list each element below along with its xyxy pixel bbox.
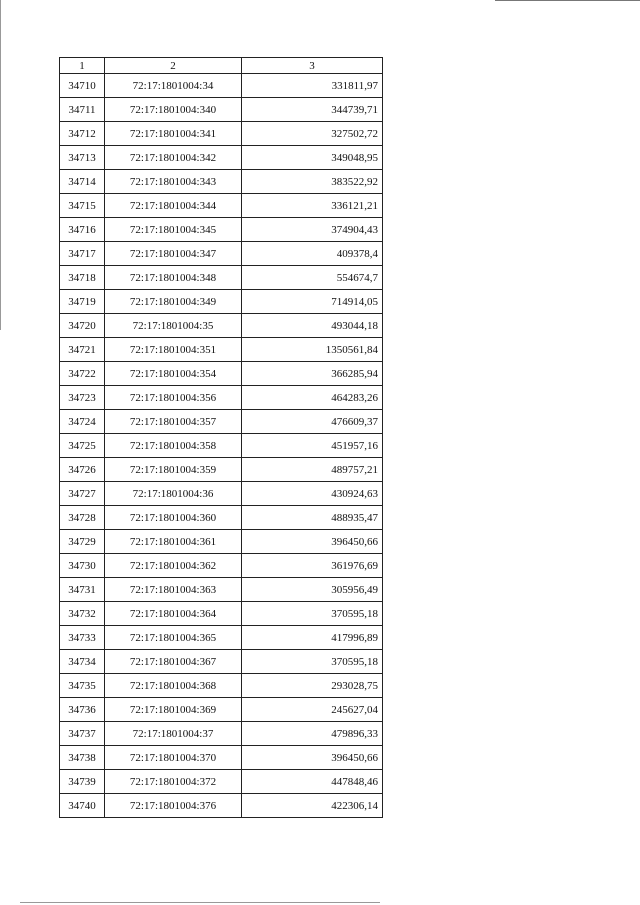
table-row bbox=[60, 242, 383, 266]
cadastral-number-cell: 72:17:1801004:362 bbox=[105, 554, 242, 578]
cadastral-value-cell: 336121,21 bbox=[242, 194, 383, 218]
row-number-cell: 34711 bbox=[60, 98, 105, 122]
row-number-cell: 34723 bbox=[60, 386, 105, 410]
row-number-cell: 34713 bbox=[60, 146, 105, 170]
table-row bbox=[60, 674, 383, 698]
row-number-cell: 34727 bbox=[60, 482, 105, 506]
row-number-cell: 34736 bbox=[60, 698, 105, 722]
row-number-cell: 34733 bbox=[60, 626, 105, 650]
table-row bbox=[60, 698, 383, 722]
cadastral-value-cell: 366285,94 bbox=[242, 362, 383, 386]
cadastral-value-cell: 344739,71 bbox=[242, 98, 383, 122]
table-row bbox=[60, 170, 383, 194]
cadastral-value-cell: 374904,43 bbox=[242, 218, 383, 242]
header-row bbox=[60, 58, 383, 74]
row-number-cell: 34732 bbox=[60, 602, 105, 626]
table-body bbox=[60, 74, 383, 818]
cadastral-value-cell: 331811,97 bbox=[242, 74, 383, 98]
row-number-cell: 34738 bbox=[60, 746, 105, 770]
table-row bbox=[60, 530, 383, 554]
cadastral-number-cell: 72:17:1801004:345 bbox=[105, 218, 242, 242]
table-row bbox=[60, 98, 383, 122]
header-col-1: 1 bbox=[60, 58, 105, 74]
table-row bbox=[60, 314, 383, 338]
cadastral-value-cell: 370595,18 bbox=[242, 602, 383, 626]
row-number-cell: 34717 bbox=[60, 242, 105, 266]
table-row bbox=[60, 602, 383, 626]
cadastral-value-cell: 305956,49 bbox=[242, 578, 383, 602]
row-number-cell: 34734 bbox=[60, 650, 105, 674]
row-number-cell: 34722 bbox=[60, 362, 105, 386]
cadastral-number-cell: 72:17:1801004:369 bbox=[105, 698, 242, 722]
table-row bbox=[60, 146, 383, 170]
scan-edge-top bbox=[495, 0, 640, 1]
table-row bbox=[60, 410, 383, 434]
cadastral-number-cell: 72:17:1801004:364 bbox=[105, 602, 242, 626]
cadastral-number-cell: 72:17:1801004:36 bbox=[105, 482, 242, 506]
cadastral-value-table bbox=[59, 57, 383, 818]
cadastral-number-cell: 72:17:1801004:361 bbox=[105, 530, 242, 554]
cadastral-number-cell: 72:17:1801004:360 bbox=[105, 506, 242, 530]
cadastral-number-cell: 72:17:1801004:367 bbox=[105, 650, 242, 674]
row-number-cell: 34731 bbox=[60, 578, 105, 602]
cadastral-value-cell: 327502,72 bbox=[242, 122, 383, 146]
cadastral-number-cell: 72:17:1801004:348 bbox=[105, 266, 242, 290]
row-number-cell: 34714 bbox=[60, 170, 105, 194]
table-row bbox=[60, 386, 383, 410]
table-row bbox=[60, 746, 383, 770]
cadastral-number-cell: 72:17:1801004:372 bbox=[105, 770, 242, 794]
cadastral-value-cell: 447848,46 bbox=[242, 770, 383, 794]
cadastral-number-cell: 72:17:1801004:34 bbox=[105, 74, 242, 98]
cadastral-number-cell: 72:17:1801004:356 bbox=[105, 386, 242, 410]
table-row bbox=[60, 194, 383, 218]
row-number-cell: 34712 bbox=[60, 122, 105, 146]
header-col-3: 3 bbox=[242, 58, 383, 74]
cadastral-number-cell: 72:17:1801004:354 bbox=[105, 362, 242, 386]
row-number-cell: 34728 bbox=[60, 506, 105, 530]
table-row bbox=[60, 266, 383, 290]
cadastral-number-cell: 72:17:1801004:359 bbox=[105, 458, 242, 482]
cadastral-value-cell: 417996,89 bbox=[242, 626, 383, 650]
cadastral-number-cell: 72:17:1801004:351 bbox=[105, 338, 242, 362]
table-row bbox=[60, 554, 383, 578]
cadastral-number-cell: 72:17:1801004:376 bbox=[105, 794, 242, 818]
table-row bbox=[60, 578, 383, 602]
table-row bbox=[60, 650, 383, 674]
cadastral-number-cell: 72:17:1801004:341 bbox=[105, 122, 242, 146]
cadastral-value-cell: 554674,7 bbox=[242, 266, 383, 290]
row-number-cell: 34739 bbox=[60, 770, 105, 794]
cadastral-value-cell: 493044,18 bbox=[242, 314, 383, 338]
cadastral-value-cell: 714914,05 bbox=[242, 290, 383, 314]
row-number-cell: 34715 bbox=[60, 194, 105, 218]
cadastral-value-cell: 409378,4 bbox=[242, 242, 383, 266]
row-number-cell: 34718 bbox=[60, 266, 105, 290]
table-row bbox=[60, 290, 383, 314]
row-number-cell: 34735 bbox=[60, 674, 105, 698]
scan-edge-left bbox=[0, 0, 1, 330]
row-number-cell: 34740 bbox=[60, 794, 105, 818]
table-row bbox=[60, 482, 383, 506]
row-number-cell: 34716 bbox=[60, 218, 105, 242]
cadastral-value-cell: 479896,33 bbox=[242, 722, 383, 746]
cadastral-value-cell: 293028,75 bbox=[242, 674, 383, 698]
cadastral-value-cell: 464283,26 bbox=[242, 386, 383, 410]
cadastral-number-cell: 72:17:1801004:343 bbox=[105, 170, 242, 194]
row-number-cell: 34724 bbox=[60, 410, 105, 434]
cadastral-value-cell: 396450,66 bbox=[242, 746, 383, 770]
cadastral-value-cell: 361976,69 bbox=[242, 554, 383, 578]
cadastral-value-cell: 383522,92 bbox=[242, 170, 383, 194]
row-number-cell: 34726 bbox=[60, 458, 105, 482]
cadastral-value-cell: 349048,95 bbox=[242, 146, 383, 170]
table-row bbox=[60, 434, 383, 458]
table-row bbox=[60, 722, 383, 746]
cadastral-number-cell: 72:17:1801004:340 bbox=[105, 98, 242, 122]
table-row bbox=[60, 362, 383, 386]
scan-edge-bottom bbox=[20, 902, 380, 903]
cadastral-value-cell: 245627,04 bbox=[242, 698, 383, 722]
cadastral-number-cell: 72:17:1801004:347 bbox=[105, 242, 242, 266]
cadastral-value-cell: 1350561,84 bbox=[242, 338, 383, 362]
row-number-cell: 34737 bbox=[60, 722, 105, 746]
cadastral-number-cell: 72:17:1801004:370 bbox=[105, 746, 242, 770]
table-row bbox=[60, 794, 383, 818]
table-row bbox=[60, 770, 383, 794]
cadastral-value-cell: 396450,66 bbox=[242, 530, 383, 554]
table-row bbox=[60, 506, 383, 530]
cadastral-value-cell: 430924,63 bbox=[242, 482, 383, 506]
row-number-cell: 34730 bbox=[60, 554, 105, 578]
table-row bbox=[60, 122, 383, 146]
table-row bbox=[60, 626, 383, 650]
cadastral-value-cell: 488935,47 bbox=[242, 506, 383, 530]
row-number-cell: 34720 bbox=[60, 314, 105, 338]
cadastral-number-cell: 72:17:1801004:358 bbox=[105, 434, 242, 458]
cadastral-value-cell: 422306,14 bbox=[242, 794, 383, 818]
cadastral-number-cell: 72:17:1801004:363 bbox=[105, 578, 242, 602]
cadastral-number-cell: 72:17:1801004:368 bbox=[105, 674, 242, 698]
row-number-cell: 34721 bbox=[60, 338, 105, 362]
cadastral-number-cell: 72:17:1801004:344 bbox=[105, 194, 242, 218]
cadastral-value-cell: 489757,21 bbox=[242, 458, 383, 482]
header-col-2: 2 bbox=[105, 58, 242, 74]
cadastral-number-cell: 72:17:1801004:37 bbox=[105, 722, 242, 746]
table-header bbox=[60, 58, 383, 74]
table-row bbox=[60, 338, 383, 362]
table-row bbox=[60, 218, 383, 242]
row-number-cell: 34729 bbox=[60, 530, 105, 554]
cadastral-number-cell: 72:17:1801004:357 bbox=[105, 410, 242, 434]
cadastral-value-cell: 370595,18 bbox=[242, 650, 383, 674]
row-number-cell: 34725 bbox=[60, 434, 105, 458]
cadastral-value-cell: 476609,37 bbox=[242, 410, 383, 434]
cadastral-number-cell: 72:17:1801004:365 bbox=[105, 626, 242, 650]
table-row bbox=[60, 74, 383, 98]
cadastral-value-cell: 451957,16 bbox=[242, 434, 383, 458]
cadastral-number-cell: 72:17:1801004:342 bbox=[105, 146, 242, 170]
cadastral-number-cell: 72:17:1801004:349 bbox=[105, 290, 242, 314]
row-number-cell: 34710 bbox=[60, 74, 105, 98]
table-row bbox=[60, 458, 383, 482]
row-number-cell: 34719 bbox=[60, 290, 105, 314]
cadastral-number-cell: 72:17:1801004:35 bbox=[105, 314, 242, 338]
